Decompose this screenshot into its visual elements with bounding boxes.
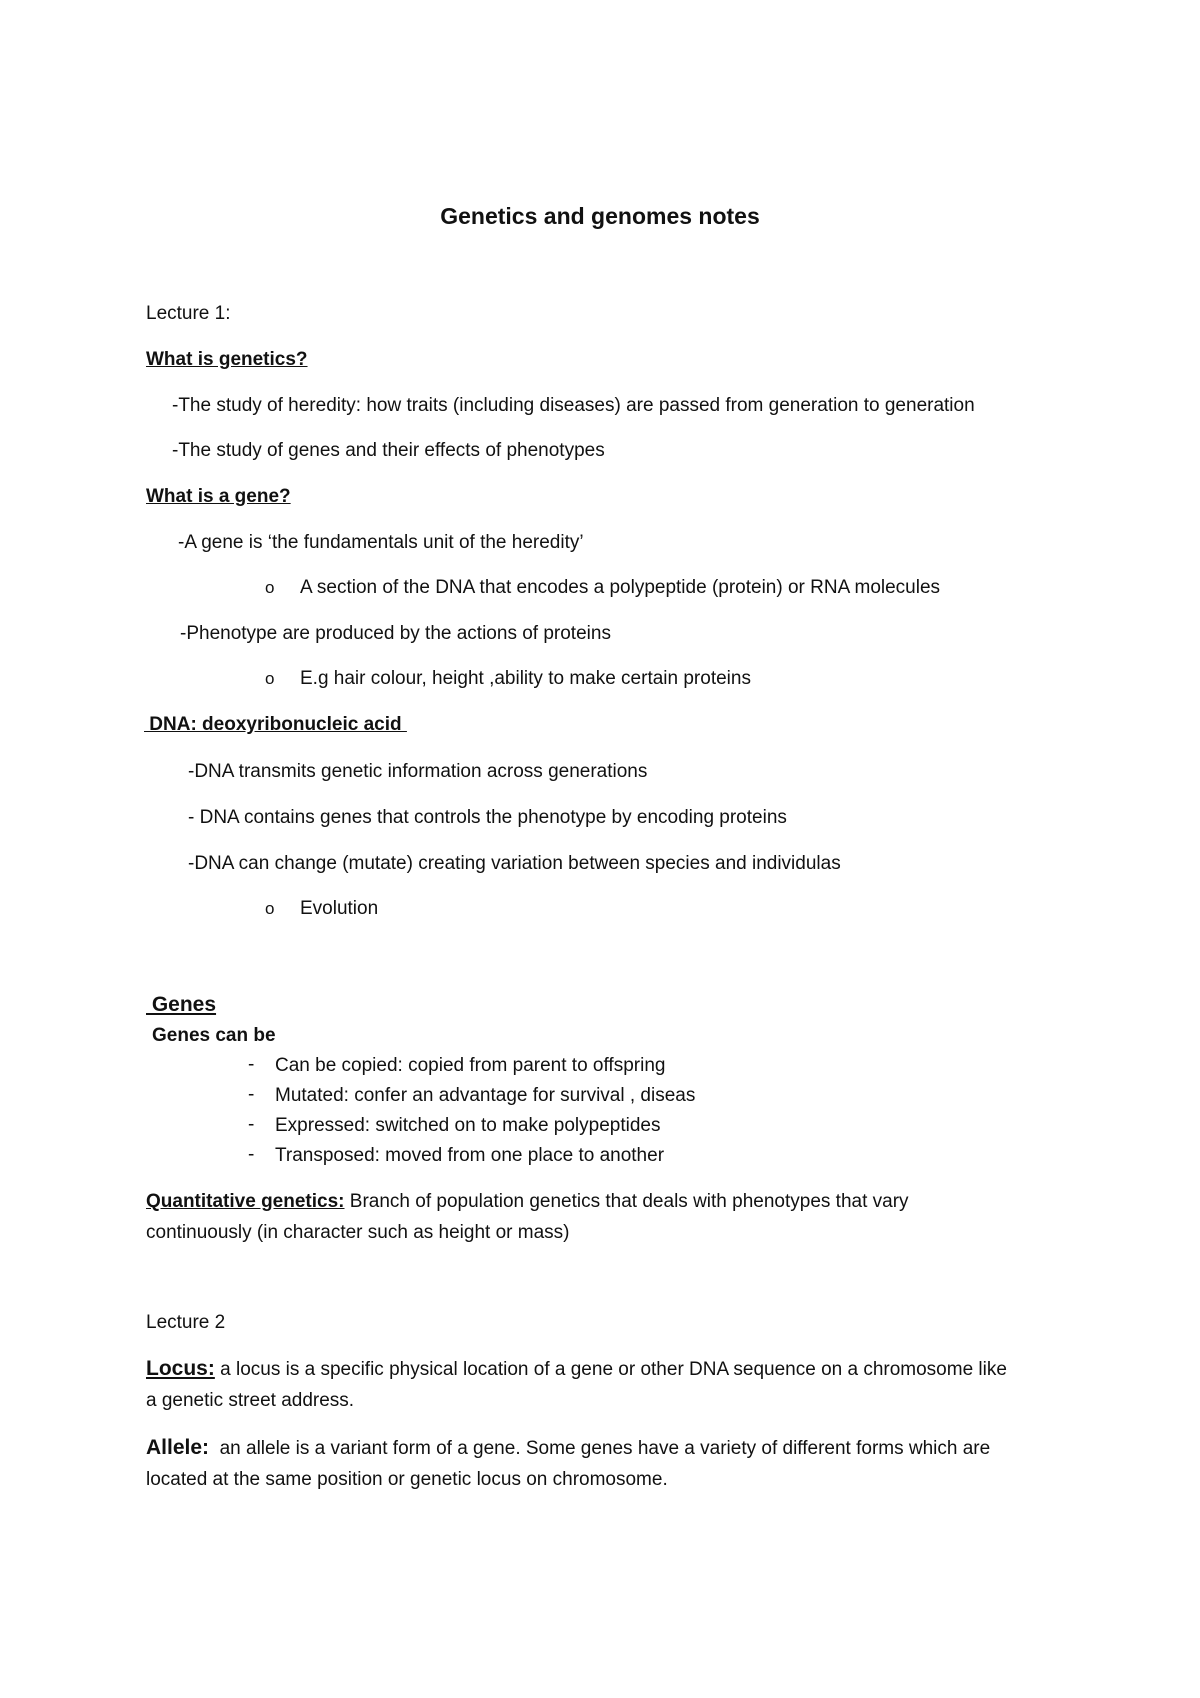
locus-text: a locus is a specific physical location of a gene or other DNA sequence on a chromosome like xyxy=(214,1359,1007,1380)
bullet-o-icon: o xyxy=(265,578,275,597)
allele-continuation: located at the same position or genetic locus on chromosome. xyxy=(146,1469,668,1490)
locus-definition xyxy=(146,1357,1007,1382)
genes-item-expressed: Expressed: switched on to make polypeptides xyxy=(275,1115,661,1136)
gene-sub-point-dna-section: A section of the DNA that encodes a polypeptide (protein) or RNA molecules xyxy=(300,577,941,598)
quantitative-genetics-definition xyxy=(146,1190,909,1214)
allele-term: Allele: xyxy=(146,1436,210,1459)
what-is-gene-heading: What is a gene? xyxy=(146,486,291,507)
quantitative-genetics-text: Branch of population genetics that deals with phenotypes that vary xyxy=(344,1191,909,1212)
genes-subheading: Genes can be xyxy=(152,1025,276,1046)
locus-term: Locus: xyxy=(146,1357,215,1380)
dash-bullet-icon: - xyxy=(248,1084,255,1105)
dash-bullet-icon: - xyxy=(248,1054,255,1075)
gene-definition-line: -A gene is ‘the fundamentals unit of the heredity’ xyxy=(178,532,584,553)
genes-heading: Genes xyxy=(146,993,217,1016)
dash-bullet-icon: - xyxy=(248,1144,255,1165)
dna-point-3: -DNA can change (mutate) creating variation between species and individulas xyxy=(188,853,841,874)
allele-text: an allele is a variant form of a gene. Some genes have a variety of different forms which are xyxy=(209,1438,991,1459)
phenotype-line: -Phenotype are produced by the actions of proteins xyxy=(180,623,611,644)
dna-point-2: - DNA contains genes that controls the phenotype by encoding proteins xyxy=(188,807,787,828)
genes-item-mutated: Mutated: confer an advantage for survival , diseas xyxy=(275,1085,696,1106)
genes-item-copied: Can be copied: copied from parent to offspring xyxy=(275,1055,666,1076)
quantitative-genetics-term: Quantitative genetics: xyxy=(146,1191,345,1212)
allele-definition xyxy=(146,1436,990,1461)
what-is-genetics-heading: What is genetics? xyxy=(146,349,308,370)
phenotype-example: E.g hair colour, height ,ability to make certain proteins xyxy=(300,668,751,689)
genetics-definition-2: -The study of genes and their effects of phenotypes xyxy=(172,440,605,461)
genetics-definition-1: -The study of heredity: how traits (including diseases) are passed from generation to generation xyxy=(172,395,975,416)
page-title: Genetics and genomes notes xyxy=(440,203,760,229)
dash-bullet-icon: - xyxy=(248,1114,255,1135)
quantitative-genetics-continuation: continuously (in character such as height or mass) xyxy=(146,1222,570,1243)
genes-item-transposed: Transposed: moved from one place to another xyxy=(275,1145,665,1166)
lecture-2-label: Lecture 2 xyxy=(146,1312,226,1333)
bullet-o-icon: o xyxy=(265,669,275,688)
dna-sub-point-evolution: Evolution xyxy=(300,898,379,919)
dna-heading: DNA: deoxyribonucleic acid xyxy=(144,714,407,735)
locus-continuation: a genetic street address. xyxy=(146,1390,355,1411)
bullet-o-icon: o xyxy=(265,899,275,918)
dna-point-1: -DNA transmits genetic information across generations xyxy=(188,761,648,782)
lecture-1-label: Lecture 1: xyxy=(146,303,231,324)
